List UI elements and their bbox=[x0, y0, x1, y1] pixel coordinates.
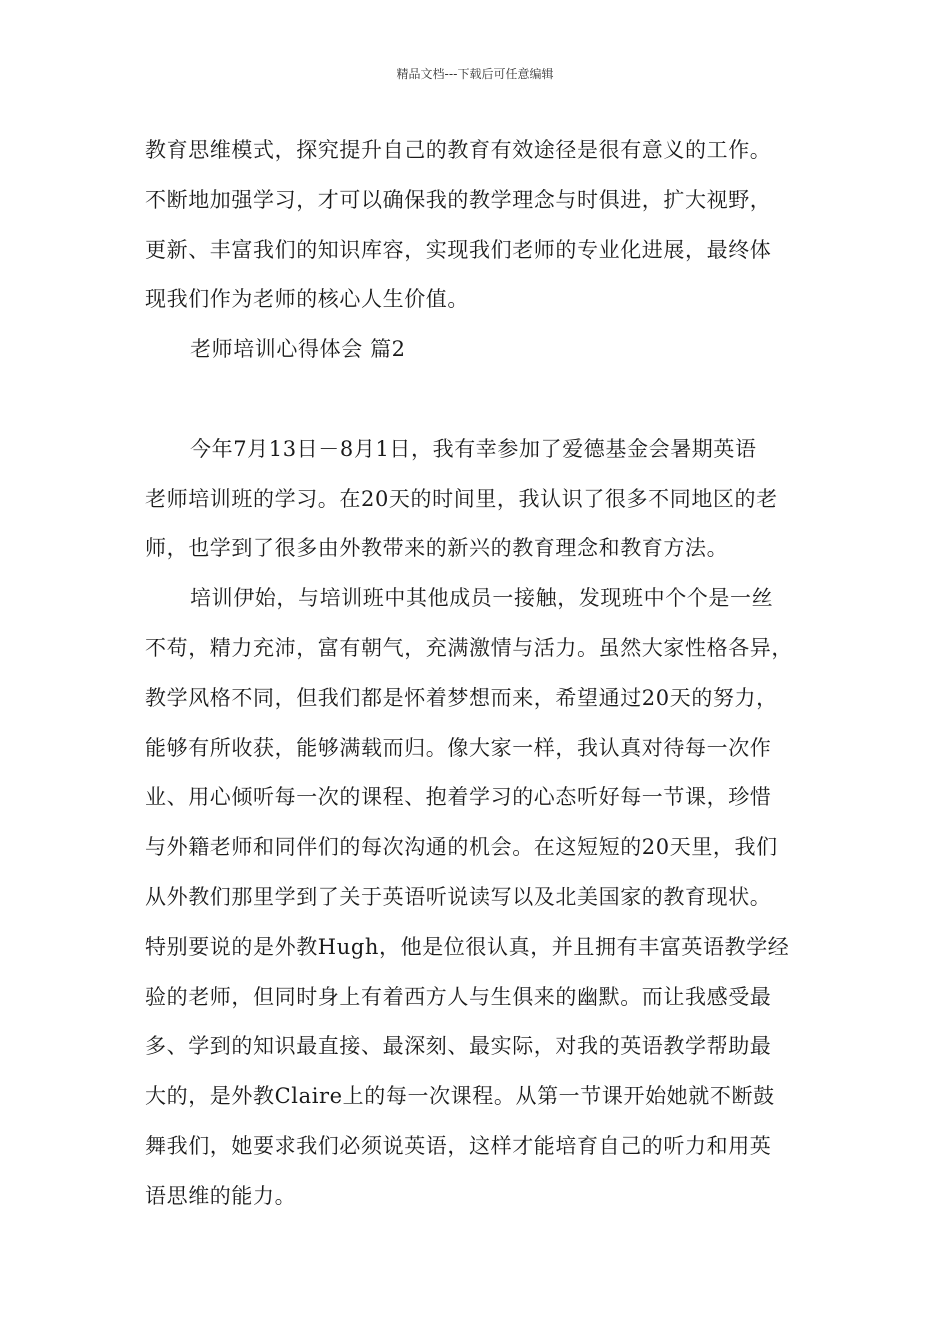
text-line: 今年7月13日－8月1日，我有幸参加了爱德基金会暑期英语 bbox=[190, 436, 757, 461]
text-line: 特别要说的是外教Hugh，他是位很认真，并且拥有丰富英语教学经 bbox=[145, 934, 790, 959]
section-title: 老师培训心得体会 篇2 bbox=[190, 337, 406, 362]
text-line: 不苟，精力充沛，富有朝气，充满激情与活力。虽然大家性格各异， bbox=[145, 635, 793, 660]
page-header: 精品文档---下载后可任意编辑 bbox=[396, 67, 554, 81]
text-line: 教育思维模式，探究提升自己的教育有效途径是很有意义的工作。 bbox=[145, 138, 772, 162]
document-body bbox=[145, 126, 825, 1222]
text-line: 教学风格不同，但我们都是怀着梦想而来，希望通过20天的努力， bbox=[145, 685, 778, 710]
text-line: 不断地加强学习，才可以确保我的教学理念与时俱进，扩大视野， bbox=[145, 187, 772, 212]
text-line: 从外教们那里学到了关于英语听说读写以及北美国家的教育现状。 bbox=[145, 884, 772, 909]
text-line: 更新、丰富我们的知识库容，实现我们老师的专业化进展，最终体 bbox=[145, 237, 772, 262]
text-line: 培训伊始，与培训班中其他成员一接触，发现班中个个是一丝 bbox=[190, 586, 774, 611]
paragraph-1 bbox=[145, 126, 825, 325]
text-line: 与外籍老师和同伴们的每次沟通的机会。在这短短的20天里，我们 bbox=[145, 835, 778, 860]
text-line: 舞我们，她要求我们必须说英语，这样才能培育自己的听力和用英 bbox=[145, 1133, 772, 1158]
text-line: 老师培训班的学习。在20天的时间里，我认识了很多不同地区的老 bbox=[145, 486, 778, 511]
text-line: 验的老师，但同时身上有着西方人与生俱来的幽默。而让我感受最 bbox=[145, 984, 772, 1009]
blank-line bbox=[145, 375, 825, 425]
text-line: 现我们作为老师的核心人生价值。 bbox=[145, 287, 469, 312]
text-line: 多、学到的知识最直接、最深刻、最实际，对我的英语教学帮助最 bbox=[145, 1034, 772, 1059]
paragraph-2 bbox=[145, 425, 825, 574]
text-line: 大的，是外教Claire上的每一次课程。从第一节课开始她就不断鼓 bbox=[145, 1084, 775, 1109]
paragraph-3 bbox=[145, 574, 825, 1221]
text-line: 能够有所收获，能够满载而归。像大家一样，我认真对待每一次作 bbox=[145, 735, 772, 760]
text-line: 业、用心倾听每一次的课程、抱着学习的心态听好每一节课，珍惜 bbox=[145, 785, 772, 810]
text-line: 语思维的能力。 bbox=[145, 1183, 297, 1208]
text-line: 师，也学到了很多由外教带来的新兴的教育理念和教育方法。 bbox=[145, 536, 729, 561]
